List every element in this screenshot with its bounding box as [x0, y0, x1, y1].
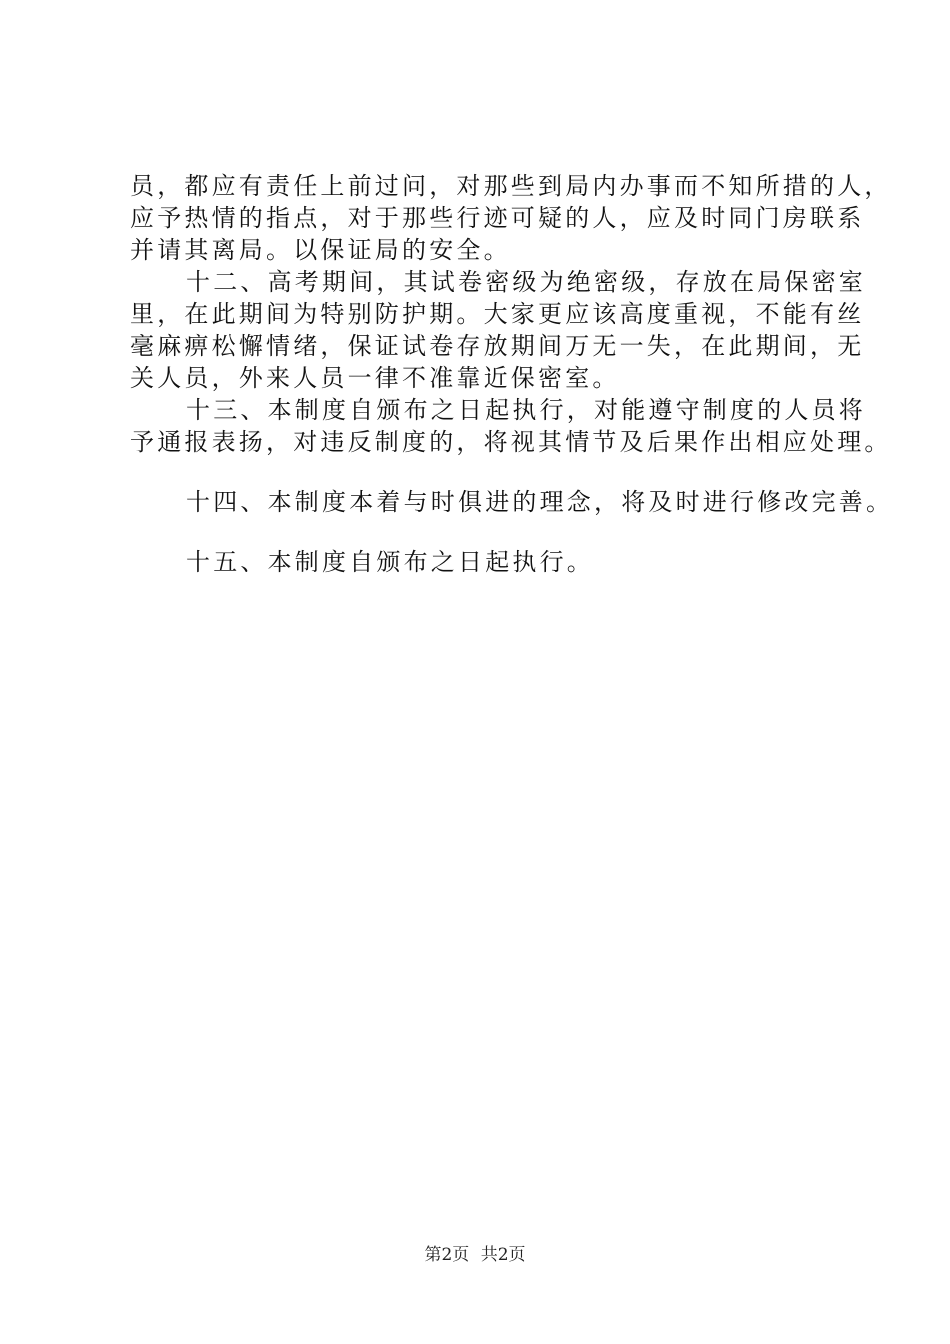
text-line: 十五、本制度自颁布之日起执行。: [186, 548, 594, 576]
document-body: [130, 170, 894, 578]
paragraph-spacer: [130, 518, 850, 546]
paragraph-13: [130, 394, 892, 458]
paragraph-11-continued: [130, 170, 892, 266]
text-line: 并请其离局。以保证局的安全。: [130, 236, 511, 264]
text-line: 予通报表扬，对违反制度的，将视其情节及后果作出相应处理。: [130, 428, 892, 456]
text-line: 关人员，外来人员一律不准靠近保密室。: [130, 364, 620, 392]
text-line: 里，在此期间为特别防护期。大家更应该高度重视，不能有丝: [130, 300, 865, 328]
page-footer: [0, 1244, 950, 1266]
page-total: 共2页: [480, 1245, 526, 1265]
text-line: 应予热情的指点，对于那些行迹可疑的人，应及时同门房联系: [130, 204, 865, 232]
text-line: 员，都应有责任上前过问，对那些到局内办事而不知所措的人，: [130, 172, 892, 200]
text-line: 十四、本制度本着与时俱进的理念，将及时进行修改完善。: [186, 488, 894, 516]
paragraph-15: [130, 546, 850, 578]
paragraph-14: [130, 486, 894, 518]
text-line: 毫麻痹松懈情绪，保证试卷存放期间万无一失，在此期间，无: [130, 332, 865, 360]
paragraph-spacer: [130, 458, 850, 486]
paragraph-12: [130, 266, 866, 394]
text-line: 十二、高考期间，其试卷密级为绝密级，存放在局保密室: [186, 268, 866, 296]
text-line: 十三、本制度自颁布之日起执行，对能遵守制度的人员将: [186, 396, 866, 424]
page-number: 第2页: [424, 1245, 470, 1265]
